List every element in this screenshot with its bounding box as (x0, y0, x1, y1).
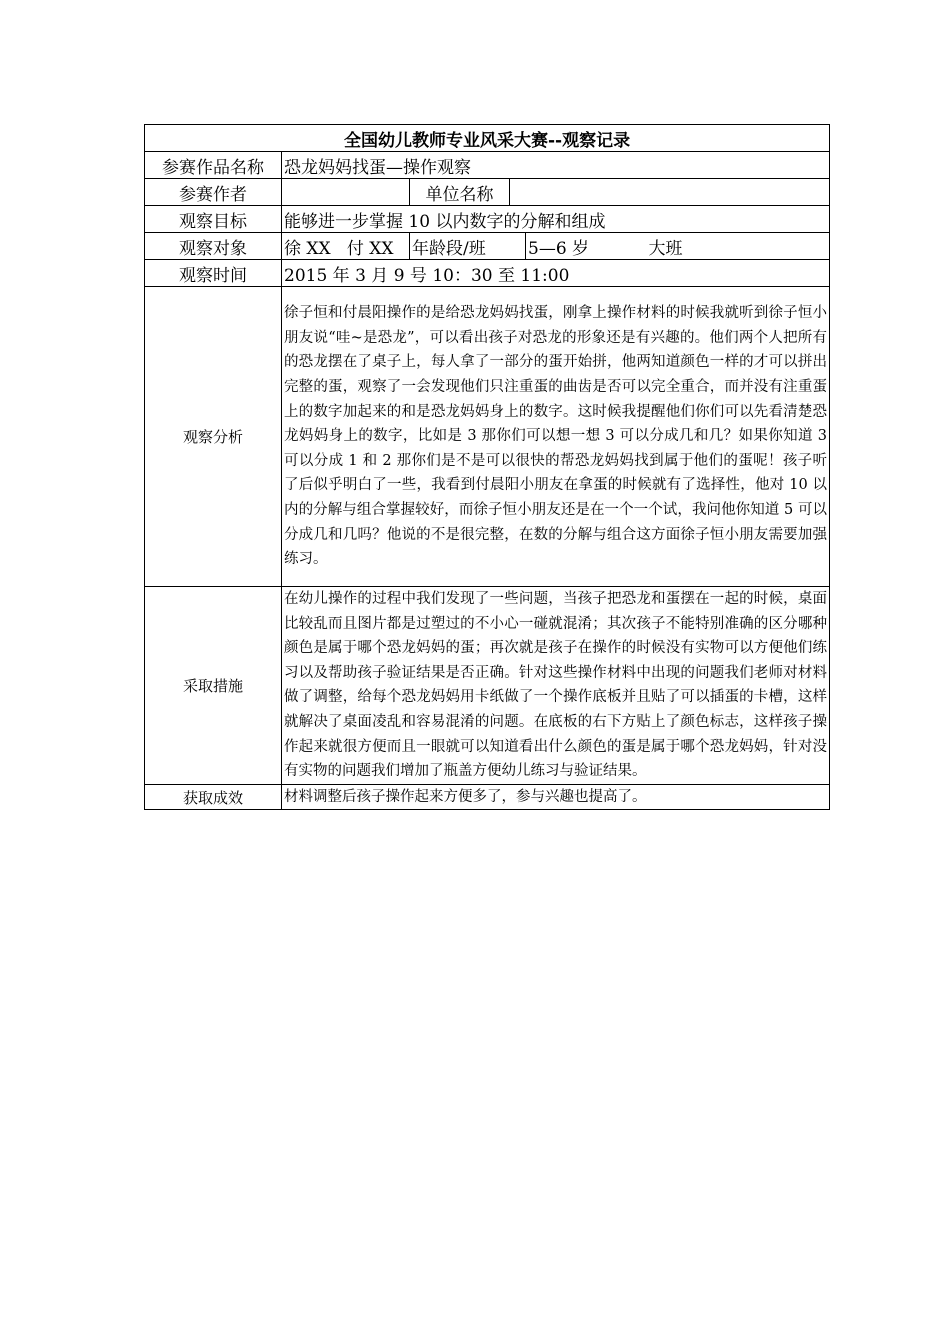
unit-value (510, 179, 830, 206)
observation-record-form (144, 124, 829, 810)
unit-label: 单位名称 (410, 179, 510, 206)
subject-label: 观察对象 (145, 233, 282, 260)
age-label: 年龄段/班 (410, 233, 526, 260)
observation-table (144, 124, 830, 810)
form-title: 全国幼儿教师专业风采大赛--观察记录 (145, 125, 830, 152)
subject-row (145, 233, 830, 260)
result-label: 获取成效 (145, 784, 282, 810)
analysis-row (145, 287, 830, 587)
work-name-row (145, 152, 830, 179)
work-name-label: 参赛作品名称 (145, 152, 282, 179)
age-value: 5—6 岁 大班 (526, 233, 830, 260)
subject-value: 徐 XX 付 XX (282, 233, 410, 260)
goal-label: 观察目标 (145, 206, 282, 233)
time-row (145, 260, 830, 287)
time-label: 观察时间 (145, 260, 282, 287)
analysis-label: 观察分析 (145, 287, 282, 587)
goal-row (145, 206, 830, 233)
result-text: 材料调整后孩子操作起来方便多了，参与兴趣也提高了。 (282, 784, 830, 810)
measures-row (145, 587, 830, 785)
author-row (145, 179, 830, 206)
measures-text: 在幼儿操作的过程中我们发现了一些问题，当孩子把恐龙和蛋摆在一起的时候，桌面比较乱而且图片都是过塑过的不小心一碰就混淆；其次孩子不能特别准确的区分哪种颜色是属于哪个恐龙妈妈的蛋；再次就是孩子在操作的时候没有实物可以方便他们练习以及帮助孩子验证结果是否正确。针对这些操作材料中出现的问题我们老师对材料做了调整，给每个恐龙妈妈用卡纸做了一个操作底板并且贴了可以插蛋的卡槽，这样就解决了桌面凌乱和容易混淆的问题。在底板的右下方贴上了颜色标志，这样孩子操作起来就很方便而且一眼就可以知道看出什么颜色的蛋是属于哪个恐龙妈妈，针对没有实物的问题我们增加了瓶盖方便幼儿练习与验证结果。 (282, 587, 830, 785)
analysis-text: 徐子恒和付晨阳操作的是给恐龙妈妈找蛋，刚拿上操作材料的时候我就听到徐子恒小朋友说“哇~是恐龙”，可以看出孩子对恐龙的形象还是有兴趣的。他们两个人把所有的恐龙摆在了桌子上，每人拿了一部分的蛋开始拼，他两知道颜色一样的才可以拼出完整的蛋，观察了一会发现他们只注重蛋的曲齿是否可以完全重合，而并没有注重蛋上的数字加起来的和是恐龙妈妈身上的数字。这时候我提醒他们你们可以先看清楚恐龙妈妈身上的数字，比如是 3 那你们可以想一想 3 可以分成几和几？如果你知道 3 可以分成 1 和 2 那你们是不是可以很快的帮恐龙妈妈找到属于他们的蛋呢！孩子听了后似乎明白了一些，我看到付晨阳小朋友在拿蛋的时候就有了选择性，他对 10 以内的分解与组合掌握较好，而徐子恒小朋友还是在一个一个试，我问他你知道 5 可以分成几和几吗？他说的不是很完整，在数的分解与组合这方面徐子恒小朋友需要加强练习。 (282, 287, 830, 587)
goal-value: 能够进一步掌握 10 以内数字的分解和组成 (282, 206, 830, 233)
author-value (282, 179, 410, 206)
time-value: 2015 年 3 月 9 号 10：30 至 11:00 (282, 260, 830, 287)
result-row (145, 784, 830, 810)
measures-label: 采取措施 (145, 587, 282, 785)
title-row (145, 125, 830, 152)
author-label: 参赛作者 (145, 179, 282, 206)
work-name-value: 恐龙妈妈找蛋—操作观察 (282, 152, 830, 179)
